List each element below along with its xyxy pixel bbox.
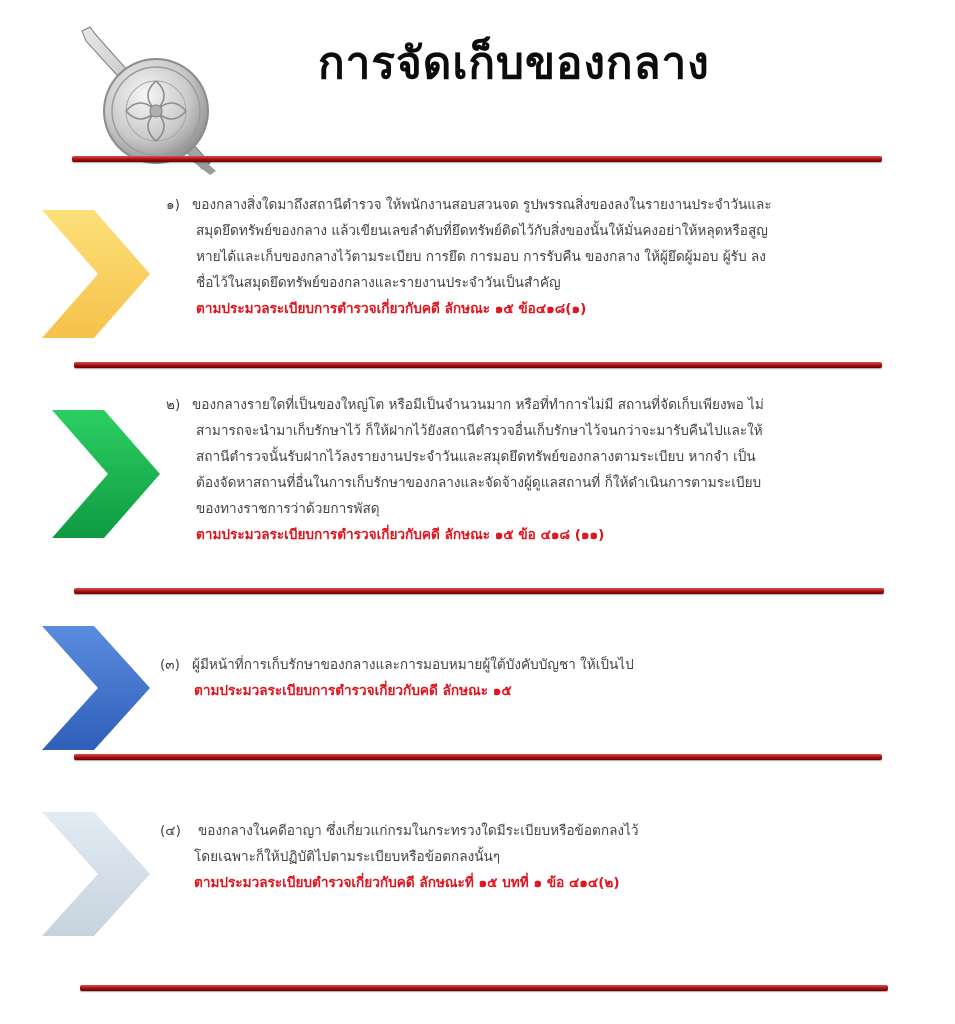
section-line: หายได้และเก็บของกลางไว้ตามระเบียบ การยึด การมอบ การรับคืน ของกลาง ให้ผู้ยึดผู้มอบ ผู้รับ ลง: [196, 249, 766, 265]
section-1: [166, 192, 856, 322]
section-line: สามารถจะนำมาเก็บรักษาไว้ ก็ให้ฝากไว้ยังสถานีตำรวจอื่นเก็บรักษาไว้จนกว่าจะมารับคืนไปและให้: [196, 423, 763, 439]
section-line: สมุดยึดทรัพย์ของกลาง แล้วเขียนเลขลำดับที่ยึดทรัพย์ติดไว้กับสิ่งของนั้นให้มั่นคงอย่าให้หลุดหรือสูญ: [196, 223, 768, 239]
section-line: ของทางราชการว่าด้วยการพัสดุ: [196, 501, 380, 517]
section-reference: ตามประมวลระเบียบการตำรวจเกี่ยวกับคดี ลักษณะ ๑๕: [194, 683, 512, 699]
divider-rule: [72, 156, 882, 162]
divider-rule: [80, 985, 888, 991]
section-3: [160, 652, 850, 704]
section-reference: ตามประมวลระเบียบการตำรวจเกี่ยวกับคดี ลักษณะ ๑๕ ข้อ๔๑๘(๑): [196, 301, 587, 317]
section-line: (๓) ผู้มีหน้าที่การเก็บรักษาของกลางและการมอบหมายผู้ใต้บังคับบัญชา ให้เป็นไป: [160, 652, 850, 678]
section-line: ๑) ของกลางสิ่งใดมาถึงสถานีตำรวจ ให้พนักงานสอบสวนจด รูปพรรณสิ่งของลงในรายงานประจำวันและ: [166, 192, 856, 218]
section-line: ต้องจัดหาสถานที่อื่นในการเก็บรักษาของกลางและจัดจ้างผู้ดูแลสถานที่ ก็ให้ดำเนินการตามระเบียบ: [196, 475, 762, 491]
section-4: [160, 818, 850, 896]
section-reference: ตามประมวลระเบียบการตำรวจเกี่ยวกับคดี ลักษณะ ๑๕ ข้อ ๔๑๘ (๑๑): [196, 527, 605, 543]
chevron-right-icon: [42, 626, 150, 750]
section-line: (๔) ของกลางในคดีอาญา ซึ่งเกี่ยวแก่กรมในกระทรวงใดมีระเบียบหรือข้อตกลงไว้: [160, 818, 850, 844]
section-number: ๒): [166, 397, 181, 413]
section-number: (๓): [160, 657, 180, 673]
chevron-right-icon: [42, 210, 150, 338]
section-line: สถานีตำรวจนั้นรับฝากไว้ลงรายงานประจำวันและสมุดยึดทรัพย์ของกลางตามระเบียบ หากจำ เป็น: [196, 449, 756, 465]
divider-rule: [74, 588, 884, 594]
section-number: ๑): [166, 197, 180, 213]
section-line: ๒) ของกลางรายใดที่เป็นของใหญ่โต หรือมีเป็นจำนวนมาก หรือที่ทำการไม่มี สถานที่จัดเก็บเพียงพอ ไม่: [166, 392, 856, 418]
divider-rule: [74, 362, 882, 368]
section-line: โดยเฉพาะก็ให้ปฏิบัติไปตามระเบียบหรือข้อตกลงนั้นๆ: [194, 849, 501, 865]
section-reference: ตามประมวลระเบียบตำรวจเกี่ยวกับคดี ลักษณะที่ ๑๕ บทที่ ๑ ข้อ ๔๑๔(๒): [194, 875, 620, 891]
page-title: การจัดเก็บของกลาง: [318, 38, 710, 89]
chevron-right-icon: [42, 812, 150, 936]
chevron-right-icon: [52, 410, 160, 538]
section-number: (๔): [160, 823, 181, 839]
section-2: [166, 392, 856, 548]
police-emblem-icon: [70, 25, 230, 175]
section-line: ชื่อไว้ในสมุดยึดทรัพย์ของกลางและรายงานประจำวันเป็นสำคัญ: [196, 275, 561, 291]
divider-rule: [74, 754, 882, 760]
